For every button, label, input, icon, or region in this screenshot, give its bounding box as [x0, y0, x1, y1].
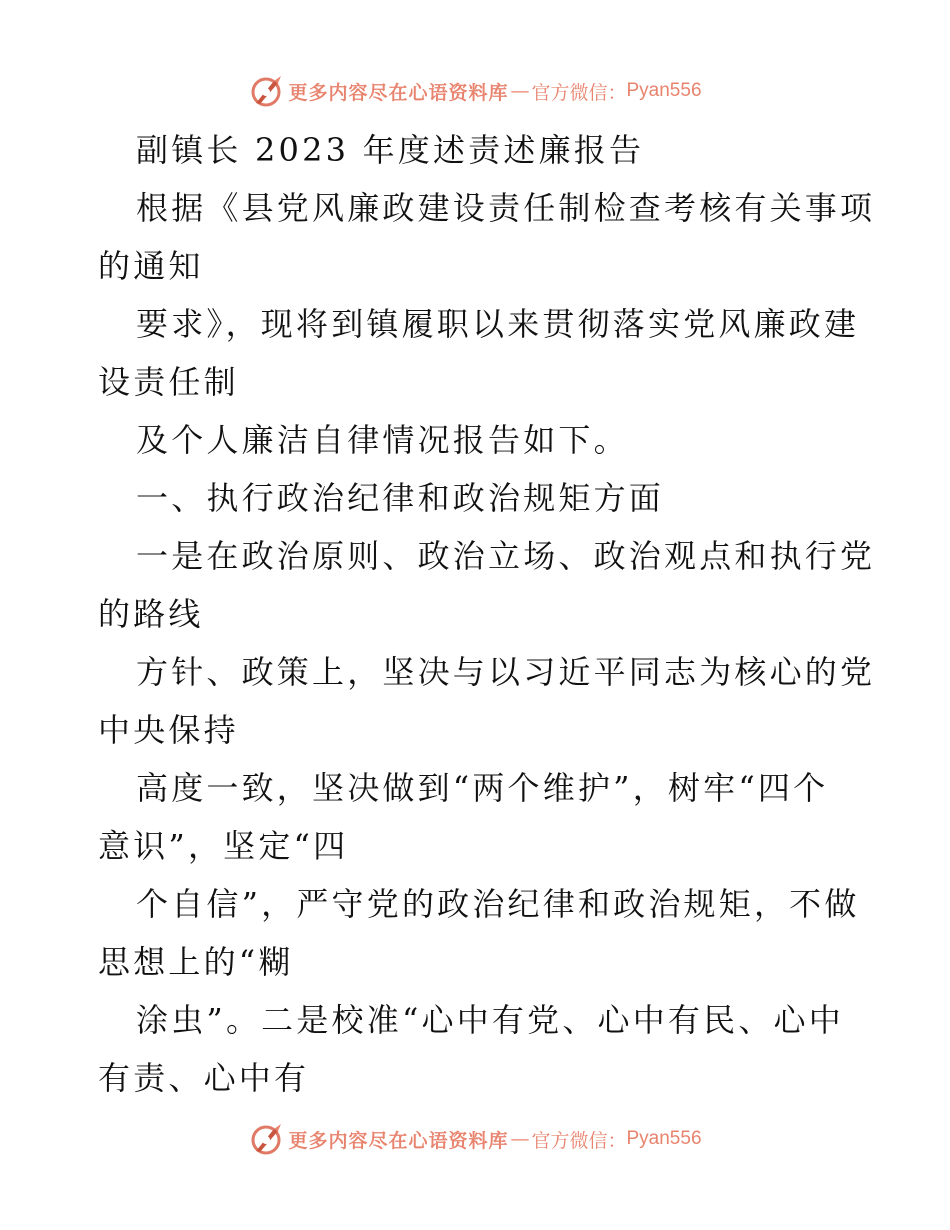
quill-logo-icon	[248, 73, 284, 109]
banner-sub-text: 官方微信：	[531, 1129, 627, 1152]
text-line: 涂虫”。二是校准“心中有党、心中有民、心中	[136, 1001, 844, 1039]
document-body	[98, 121, 876, 1107]
banner-main-text: 更多内容尽在心语资料库	[288, 1129, 509, 1152]
text-line: 设责任制	[98, 363, 239, 401]
banner-separator: —	[510, 1128, 530, 1150]
section-heading: 一、执行政治纪律和政治规矩方面	[136, 479, 665, 517]
banner-wechat-id: Pyan556	[626, 80, 702, 101]
text-line: 意识”，坚定“四	[98, 827, 349, 865]
document-title: 副镇长 2023 年度述责述廉报告	[136, 131, 645, 169]
text-line: 及个人廉洁自律情况报告如下。	[136, 421, 629, 459]
text-line: 根据《县党风廉政建设责任制检查考核有关事项	[136, 189, 876, 227]
text-line: 方针、政策上，坚决与以习近平同志为核心的党	[136, 653, 876, 691]
text-line: 高度一致，坚决做到“两个维护”，树牢“四个	[136, 769, 829, 807]
text-line: 思想上的“糊	[98, 943, 294, 981]
banner-wechat-id: Pyan556	[626, 1128, 702, 1149]
text-line: 的路线	[98, 595, 204, 633]
footer-banner	[0, 1119, 950, 1159]
text-line: 有责、心中有	[98, 1059, 310, 1097]
banner-main-text: 更多内容尽在心语资料库	[288, 81, 509, 104]
banner-sub-text: 官方微信：	[531, 81, 627, 104]
header-banner	[0, 71, 950, 111]
text-line: 中央保持	[98, 711, 239, 749]
text-line: 要求》，现将到镇履职以来贯彻落实党风廉政建	[136, 305, 860, 343]
quill-logo-icon	[248, 1121, 284, 1157]
text-line: 的通知	[98, 247, 204, 285]
text-line: 个自信”，严守党的政治纪律和政治规矩，不做	[136, 885, 860, 923]
banner-separator: —	[510, 80, 530, 102]
text-line: 一是在政治原则、政治立场、政治观点和执行党	[136, 537, 876, 575]
